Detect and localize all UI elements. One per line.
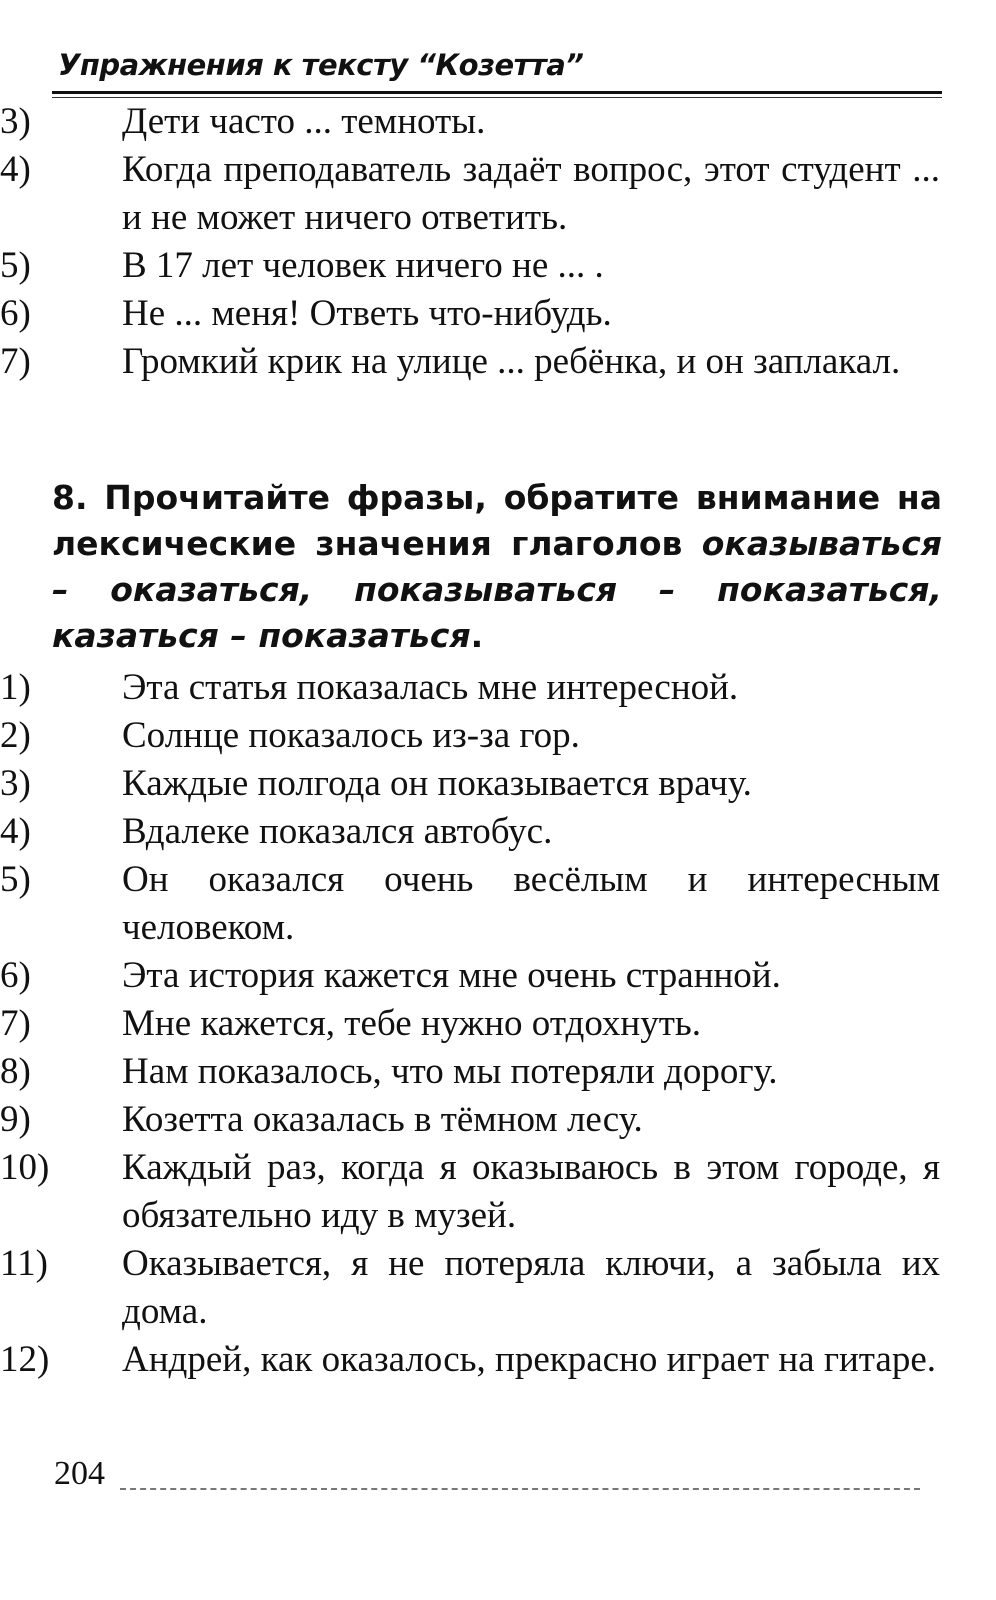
task-sentence-list [0,664,996,1384]
list-item [0,1144,940,1240]
list-item [0,1000,940,1048]
list-item [0,808,940,856]
item-number: 8) [0,1051,31,1092]
item-text: Дети часто ... темноты. [122,101,486,142]
item-text: Мне кажется, тебе нужно отдохнуть. [122,1003,701,1044]
list-item [0,1240,940,1336]
item-text: Солнце показалось из-за гор. [122,715,580,756]
list-item [0,338,940,386]
item-text: Эта статья показалась мне интересной. [122,667,739,708]
item-text: Когда преподаватель задаёт вопрос, этот студент ... и не может ничего ответить. [122,149,940,238]
item-text: Не ... меня! Ответь что-нибудь. [122,293,612,334]
item-text: Андрей, как оказалось, прекрасно играет на гитаре. [122,1339,937,1380]
header-rule [52,91,942,94]
list-item [0,242,940,290]
item-number: 5) [0,245,31,286]
item-number: 7) [0,341,31,382]
list-item [0,1048,940,1096]
item-number: 2) [0,715,31,756]
task-lead: 8. Прочитайте фразы, обратите внимание на лексические значения глаголов [52,478,942,563]
item-number: 6) [0,955,31,996]
list-item [0,98,940,146]
list-item [0,146,940,242]
item-number: 3) [0,101,31,142]
item-number: 11) [0,1243,48,1284]
item-text: Громкий крик на улице ... ребёнка, и он заплакал. [122,341,901,382]
item-number: 10) [0,1147,50,1188]
task-verbs: оказываться – оказаться, показываться – показаться, казаться – показаться [52,524,942,655]
list-item [0,1336,940,1384]
list-item [0,952,940,1000]
item-number: 7) [0,1003,31,1044]
list-item [0,290,940,338]
item-text: Он оказался очень весёлым и интересным человеком. [122,859,940,948]
item-number: 4) [0,149,31,190]
item-number: 9) [0,1099,31,1140]
list-item [0,712,940,760]
list-item [0,856,940,952]
list-item [0,760,940,808]
item-number: 6) [0,293,31,334]
footer-rule [120,1488,920,1490]
item-text: Каждый раз, когда я оказываюсь в этом городе, я обязательно иду в музей. [122,1147,940,1236]
item-text: Нам показалось, что мы потеряли дорогу. [122,1051,778,1092]
continued-exercise-list [0,98,996,386]
task-end: . [470,616,484,655]
item-number: 12) [0,1339,50,1380]
page-number: 204 [54,1455,105,1492]
list-item [0,1096,940,1144]
item-text: Вдалеке показался автобус. [122,811,553,852]
item-text: Каждые полгода он показывается врачу. [122,763,752,804]
item-text: Эта история кажется мне очень странной. [122,955,781,996]
item-text: В 17 лет человек ничего не ... . [122,245,604,286]
item-number: 5) [0,859,31,900]
task-heading [52,475,942,659]
item-number: 1) [0,667,31,708]
item-number: 3) [0,763,31,804]
running-header: Упражнения к тексту “Козетта” [58,48,584,82]
item-text: Оказывается, я не потеряла ключи, а забыла их дома. [122,1243,940,1332]
item-text: Козетта оказалась в тёмном лесу. [122,1099,643,1140]
list-item [0,664,940,712]
item-number: 4) [0,811,31,852]
